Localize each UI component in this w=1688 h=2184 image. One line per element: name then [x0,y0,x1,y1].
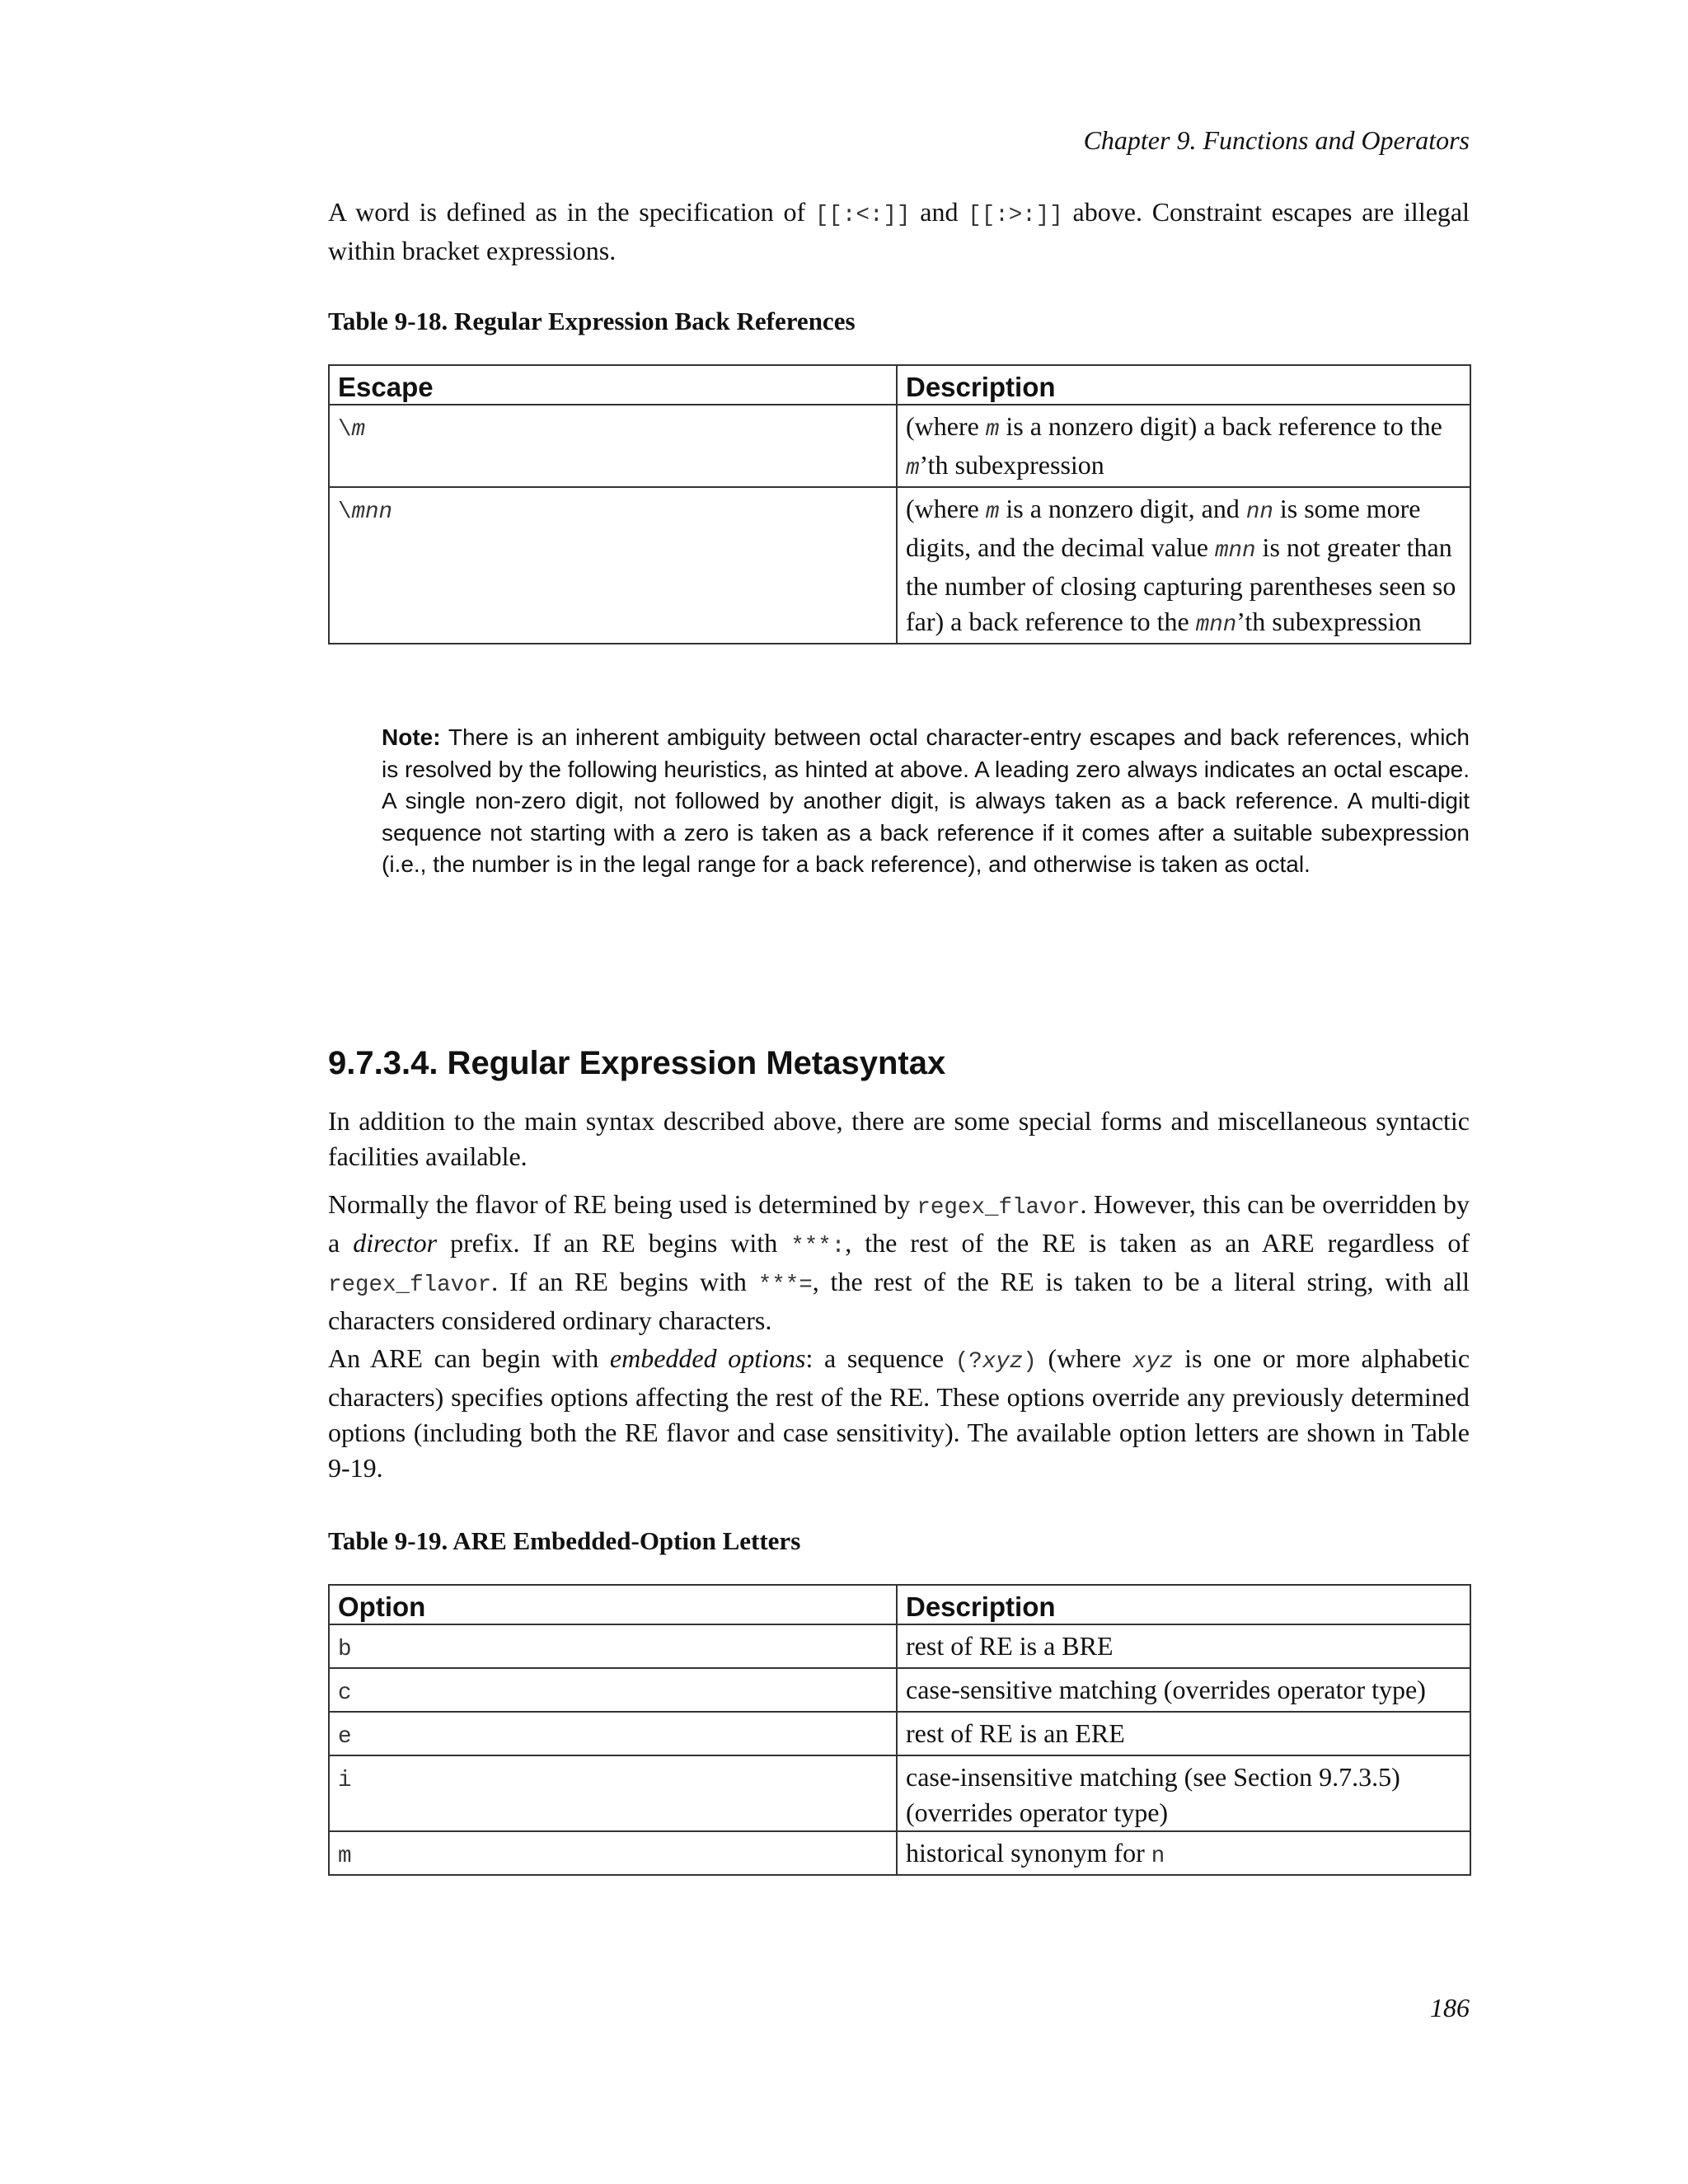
intro-text: A word is defined as in the specification of [328,197,815,227]
description-text: is some more digits, and the decimal value [906,494,1421,562]
note-text: There is an inherent ambiguity between octal character-entry escapes and back references, which is resolved by the following heuristics, as hinted at above. A leading zero always indicates an octal escape. A single non-zero digit, not followed by another digit, is always taken as a back reference. A multi-digit sequence not starting with a zero is taken as a back reference if it comes after a suitable subexpression (i.e., the number is in the legal range for a back reference), and otherwise is taken as octal. [382,724,1470,877]
paragraph-text: An ARE can begin with [328,1343,610,1373]
table-row [329,1668,1470,1712]
inline-code: n [1151,1844,1165,1869]
option-code: i [338,1768,352,1793]
inline-code: mnn [1215,538,1256,564]
option-code: m [338,1844,352,1869]
inline-code: m [985,499,1000,525]
inline-code: nn [1245,499,1273,525]
description-text: is a nonzero digit) a back reference to the [999,411,1442,441]
option-cell [329,1755,897,1831]
emphasis-text: embedded options [609,1343,806,1373]
intro-text: above. Constraint escapes are illegal within bracket expressions. [328,197,1470,265]
option-letters-table [328,1584,1471,1876]
intro-paragraph [328,194,1470,269]
table-row [329,1755,1470,1831]
escape-code: \ [338,499,352,525]
description-text: ’th subexpression [1236,607,1422,636]
paragraph-text: . If an RE begins with [491,1267,758,1296]
note-block [382,722,1470,881]
table-row [329,487,1470,644]
table-row [329,1712,1470,1755]
description-text: ’th subexpression [919,450,1104,480]
inline-code: (? [954,1349,982,1375]
paragraph-text: is one or more alphabetic characters) specifies options affecting the rest of the RE. These options override any previously determined options (including both the RE flavor and case sensitivity). The available option letters are shown in Table 9-19. [328,1343,1470,1483]
paragraph-text: (where [1036,1343,1132,1373]
column-header-description: Description [897,365,1470,405]
option-cell [329,1831,897,1875]
back-references-table [328,364,1471,644]
inline-code: xyz [1132,1349,1174,1375]
paragraph-text: Normally the flavor of RE being used is determined by [328,1189,917,1219]
option-code: e [338,1724,352,1750]
inline-code: ) [1023,1349,1037,1375]
paragraph-text: , the rest of the RE is taken to be a literal string, with all characters considered ordinary characters. [328,1267,1470,1335]
description-cell [897,487,1470,644]
table-row [329,1624,1470,1668]
inline-code: m [906,456,920,481]
section-heading: 9.7.3.4. Regular Expression Metasyntax [328,1045,946,1081]
description-cell: rest of RE is a BRE [897,1624,1470,1668]
table-18-title: Table 9-18. Regular Expression Back References [328,307,856,335]
table-row [329,405,1470,487]
page-number: 186 [1430,1993,1470,2022]
description-cell: rest of RE is an ERE [897,1712,1470,1755]
escape-code: mnn [351,499,393,525]
column-header-escape: Escape [329,365,897,405]
paragraph-flavor [328,1187,1470,1338]
escape-code: m [351,417,366,443]
description-text: historical synonym for [906,1838,1151,1868]
description-cell [897,1831,1470,1875]
paragraph-text: prefix. If an RE begins with [437,1228,791,1258]
inline-code: regex_flavor [917,1195,1081,1221]
paragraph-text: . However, this can be overridden by a [328,1189,1470,1258]
option-code: b [338,1637,352,1662]
inline-code: mnn [1195,612,1237,638]
description-text: (where [906,494,986,523]
table-header-row [329,1585,1470,1624]
option-cell [329,1712,897,1755]
description-text: is a nonzero digit, and [999,494,1246,523]
paragraph-embedded-options [328,1341,1470,1486]
description-cell: case-insensitive matching (see Section 9.7.3.5) (overrides operator type) [897,1755,1470,1831]
column-header-option: Option [329,1585,897,1624]
option-cell [329,1668,897,1712]
intro-text: and [910,197,968,227]
escape-code: \ [338,417,352,443]
description-text: (where [906,411,986,441]
table-row [329,1831,1470,1875]
paragraph-text: , the rest of the RE is taken as an ARE regardless of [845,1228,1470,1258]
description-cell: case-sensitive matching (overrides operator type) [897,1668,1470,1712]
escape-cell [329,487,897,644]
inline-code: [[:<:]] [814,203,911,228]
table-19-title: Table 9-19. ARE Embedded-Option Letters [328,1526,801,1555]
escape-cell [329,405,897,487]
description-text: is not greater than the number of closing capturing parentheses seen so far) a back reference to the [906,532,1456,636]
inline-code: ***= [757,1272,813,1298]
paragraph-intro-metasyntax: In addition to the main syntax described above, there are some special forms and miscellaneous syntactic facilities available. [328,1106,1470,1171]
running-header: Chapter 9. Functions and Operators [1083,125,1470,155]
note-label: Note: [382,724,441,750]
table-header-row [329,365,1470,405]
inline-code: xyz [982,1349,1024,1375]
paragraph-text: : a sequence [805,1343,955,1373]
description-cell [897,405,1470,487]
inline-code: regex_flavor [328,1272,492,1298]
inline-code: [[:>:]] [968,203,1063,228]
inline-code: ***: [790,1234,846,1259]
emphasis-text: director [353,1228,438,1258]
column-header-description: Description [897,1585,1470,1624]
inline-code: m [985,417,1000,443]
option-cell [329,1624,897,1668]
option-code: c [338,1680,352,1706]
